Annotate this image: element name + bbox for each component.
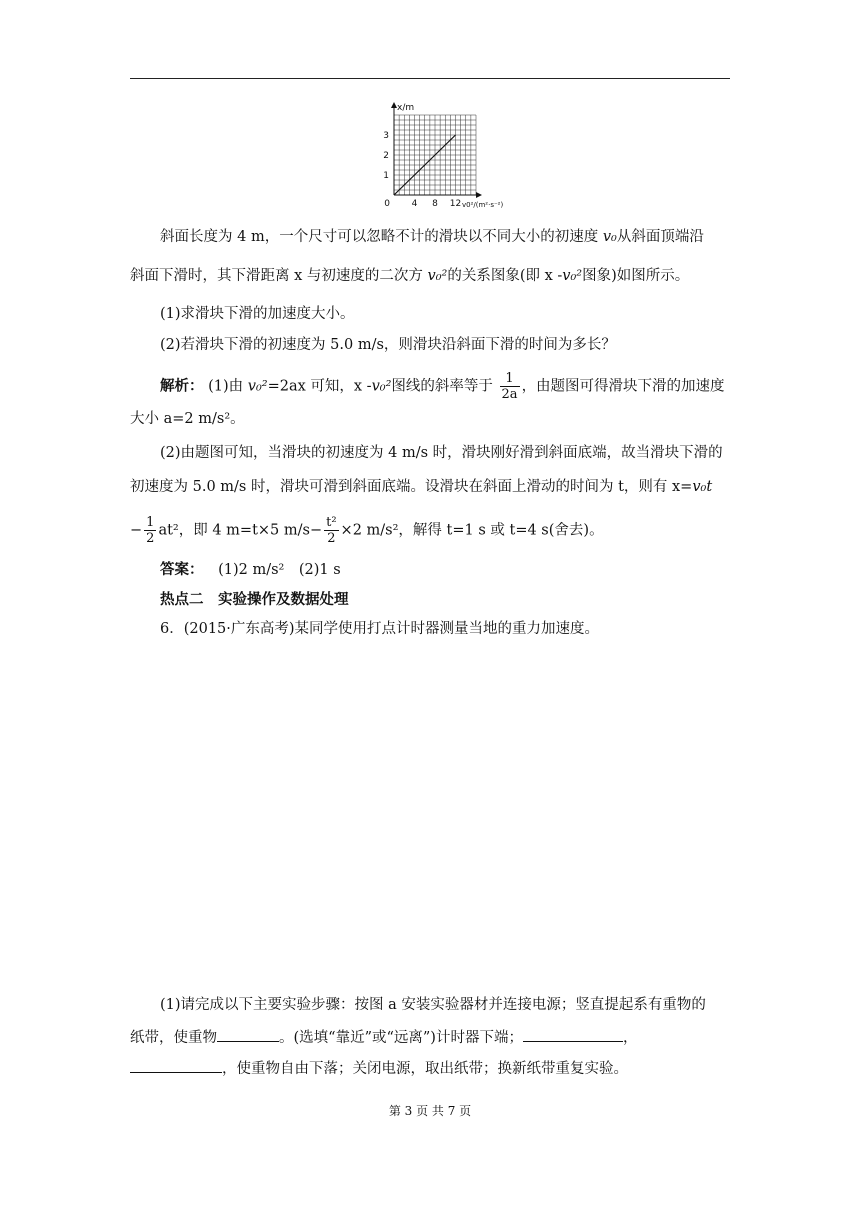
- step-line2: 纸带，使重物 。(选填“靠近”或“远离”)计时器下端； ，: [130, 1027, 637, 1047]
- analysis-line3: (2)由题图可知，当滑块的初速度为 4 m/s 时，滑块刚好滑到斜面底端，故当滑块下滑的: [160, 445, 723, 461]
- header-rule: [130, 78, 730, 79]
- blank-1: [217, 1027, 279, 1042]
- blank-2: [523, 1027, 623, 1042]
- y-tick-label: 2: [383, 151, 389, 161]
- page-footer: 第 3 页 共 7 页: [388, 1104, 472, 1118]
- analysis-line5: − $\frac{1}{2}$ at²，即 4 m=t×5 m/s− $\frac{\text{t²}}{2}$ ×2 m/s²，解得 t=1 s 或 t=4 s(舍去)。: [130, 515, 604, 546]
- y-tick-label: 1: [383, 171, 389, 181]
- question-2: (2)若滑块下滑的初速度为 5.0 m/s，则滑块沿斜面下滑的时间为多长？: [160, 337, 616, 353]
- question-1: (1)求滑块下滑的加速度大小。: [160, 306, 355, 322]
- step-line1: (1)请完成以下主要实验步骤：按图 a 安装实验器材并连接电源；竖直提起系有重物的: [160, 997, 706, 1013]
- answer-label: 答案：: [160, 562, 204, 578]
- y-tick-label: 3: [383, 131, 389, 141]
- step-line3: ，使重物自由下落；关闭电源，取出纸带；换新纸带重复实验。: [130, 1058, 628, 1078]
- para1-line2: 斜面下滑时，其下滑距离 x 与初速度的二次方 v₀²的关系图象(即 x -v₀²图象)如图所示。: [130, 268, 690, 284]
- blank-3: [130, 1058, 222, 1073]
- origin-label: 0: [384, 199, 390, 209]
- hot-point-heading: 热点二 实验操作及数据处理: [160, 592, 349, 608]
- x-tick-label: 12: [449, 199, 462, 209]
- fraction-t2-over-2: $\frac{\text{t²}}{2}$: [326, 515, 337, 546]
- answer-line: 答案： (1)2 m/s² (2)1 s: [160, 562, 341, 578]
- fraction-half: $\frac{1}{2}$: [146, 515, 155, 546]
- y-axis-label: x/m: [397, 103, 415, 113]
- fraction-1-over-2a: $\frac{1}{2a}$: [501, 371, 518, 402]
- analysis-line4: 初速度为 5.0 m/s 时，滑块可滑到斜面底端。设滑块在斜面上滑动的时间为 t，则有 x=v₀t: [130, 479, 713, 495]
- analysis-line2: 大小 a=2 m/s²。: [130, 411, 245, 427]
- x-axis-label: v0²/(m²·s⁻²): [462, 201, 504, 209]
- x-tick-label: 8: [432, 199, 438, 209]
- analysis-line1: 解析： (1)由 v₀²=2ax 可知，x -v₀²图线的斜率等于 $\frac{1}{2a}$ ，由题图可得滑块下滑的加速度: [160, 371, 725, 402]
- para1-line1: 斜面长度为 4 m，一个尺寸可以忽略不计的滑块以不同大小的初速度 v₀从斜面顶端沿: [160, 229, 704, 245]
- analysis-label: 解析：: [160, 378, 204, 395]
- x-tick-label: 4: [411, 199, 418, 209]
- x-v0sq-graph: [370, 100, 510, 212]
- question-6: 6．(2015·广东高考)某同学使用打点计时器测量当地的重力加速度。: [160, 621, 600, 637]
